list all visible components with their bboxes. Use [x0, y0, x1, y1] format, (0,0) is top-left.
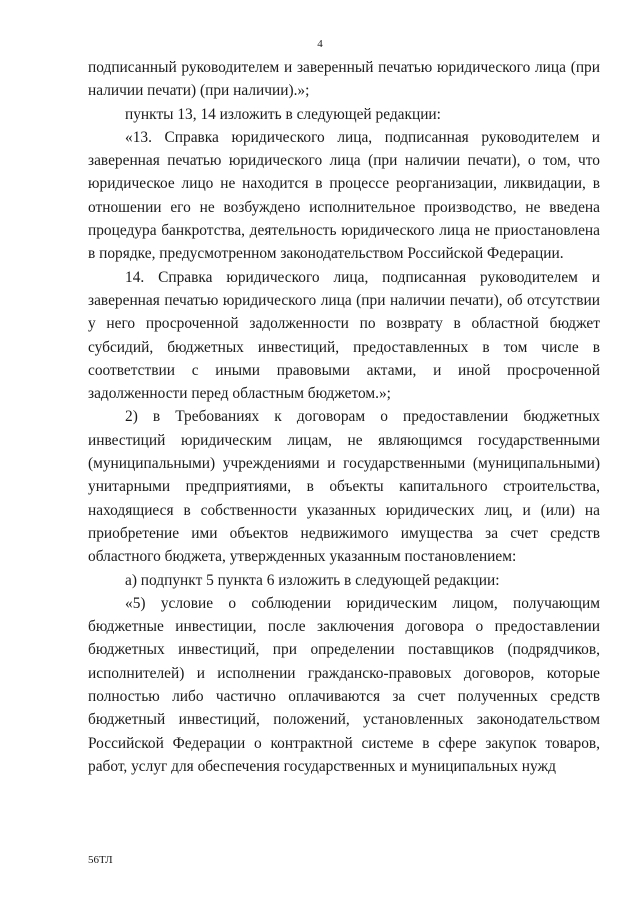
paragraph-point-13: «13. Справка юридического лица, подписанная руководителем и заверенная печатью юридического лица (при наличии печати), о том, что юридическое лицо не находится в процессе реорганизации, ликвидации, в отношении его не возбуждено исполнительное производство, не введена процедура банкротства, деятельность юридического лица не приостановлена в порядке, предусмотренном законодательством Российской Федерации. [88, 128, 600, 263]
document-body [88, 56, 600, 778]
paragraph-requirements: 2) в Требованиях к договорам о предоставлении бюджетных инвестиций юридическим лицам, не являющимся государственными (муниципальными) учреждениями и государственными (муниципальными) унитарными предприятиями, в объекты капитального строительства, находящиеся в собственности указанных юридических лиц, и (или) на приобретение ими объектов недвижимого имущества за счет средств областного бюджета, утвержденных указанным постановлением: [88, 408, 600, 566]
document-code: 56ТЛ [88, 854, 113, 866]
paragraph-subpoint-a: а) подпункт 5 пункта 6 изложить в следующей редакции: [125, 571, 500, 589]
paragraph-subpoint-5: «5) условие о соблюдении юридическим лицом, получающим бюджетные инвестиции, после заключения договора о предоставлении бюджетных инвестиций, при определении поставщиков (подрядчиков, исполнителей) и исполнении гражданско-правовых договоров, которые полностью либо частично оплачиваются за счет полученных средств бюджетный инвестиций, положений, установленных законодательством Российской Федерации о контрактной системе в сфере закупок товаров, работ, услуг для обеспечения государственных и муниципальных нужд [88, 594, 600, 775]
paragraph-point-14: 14. Справка юридического лица, подписанная руководителем и заверенная печатью юридического лица (при наличии печати), об отсутствии у него просроченной задолженности по возврату в областной бюджет субсидий, бюджетных инвестиций, предоставленных в том числе в соответствии с иными правовыми актами, и иной просроченной задолженности перед областным бюджетом.»; [88, 268, 600, 403]
page-number: 4 [317, 38, 323, 50]
paragraph-continuation: подписанный руководителем и заверенный печатью юридического лица (при наличии печати) (при наличии).»; [88, 59, 600, 100]
paragraph-points-intro: пункты 13, 14 изложить в следующей редакции: [125, 105, 441, 123]
